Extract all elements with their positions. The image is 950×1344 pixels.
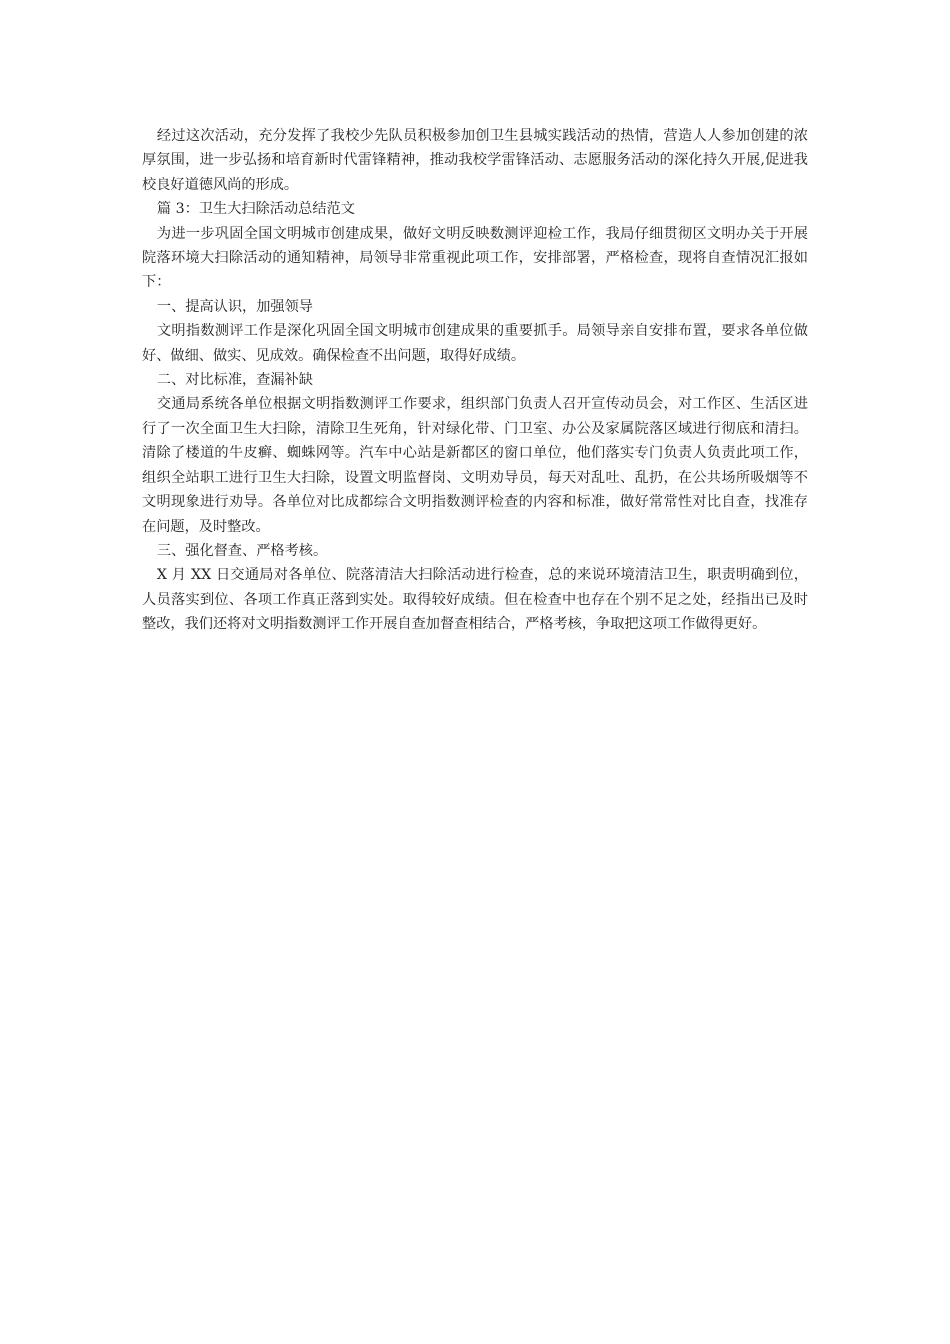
section-2-paragraph: 交通局系统各单位根据文明指数测评工作要求，组织部门负责人召开宣传动员会，对工作区、生活区进行了一次全面卫生大扫除，清除卫生死角，针对绿化带、门卫室、办公及家属院落区域进行彻底和清扫。清除了楼道的牛皮癣、蜘蛛网等。汽车中心站是新都区的窗口单位，他们落实专门负责人负责此项工作，组织全站职工进行卫生大扫除，设置文明监督岗、文明劝导员，每天对乱吐、乱扔，在公共场所吸烟等不文明现象进行劝导。各单位对比成都综合文明指数测评检查的内容和标准，做好常常性对比自查，找准存在问题，及时整改。 <box>142 396 808 535</box>
article-title: 篇 3：卫生大扫除活动总结范文 <box>156 201 355 218</box>
section-heading-2: 二、对比标准，查漏补缺 <box>156 372 313 389</box>
section-heading-3: 三、强化督查、严格考核。 <box>156 542 328 559</box>
document-body <box>142 124 808 637</box>
section-3-paragraph: X 月 XX 日交通局对各单位、院落清洁大扫除活动进行检查，总的来说环境清洁卫生，职责明确到位，人员落实到位、各项工作真正落到实处。取得较好成绩。但在检查中也存在个别不足之处，经指出已及时整改，我们还将对文明指数测评工作开展自查加督查相结合，严格考核，争取把这项工作做得更好。 <box>142 567 808 633</box>
section-heading-1: 一、提高认识，加强领导 <box>156 298 313 315</box>
intro-paragraph: 为进一步巩固全国文明城市创建成果，做好文明反映数测评迎检工作，我局仔细贯彻区文明办关于开展院落环境大扫除活动的通知精神，局领导非常重视此项工作，安排部署，严格检查，现将自查情况汇报如下： <box>142 225 808 291</box>
closing-paragraph: 经过这次活动，充分发挥了我校少先队员积极参加创卫生县城实践活动的热情，营造人人参加创建的浓厚氛围，进一步弘扬和培育新时代雷锋精神，推动我校学雷锋活动、志愿服务活动的深化持久开展,促进我校良好道德风尚的形成。 <box>142 128 808 193</box>
section-1-paragraph: 文明指数测评工作是深化巩固全国文明城市创建成果的重要抓手。局领导亲自安排布置，要求各单位做好、做细、做实、见成效。确保检查不出问题，取得好成绩。 <box>142 323 808 364</box>
